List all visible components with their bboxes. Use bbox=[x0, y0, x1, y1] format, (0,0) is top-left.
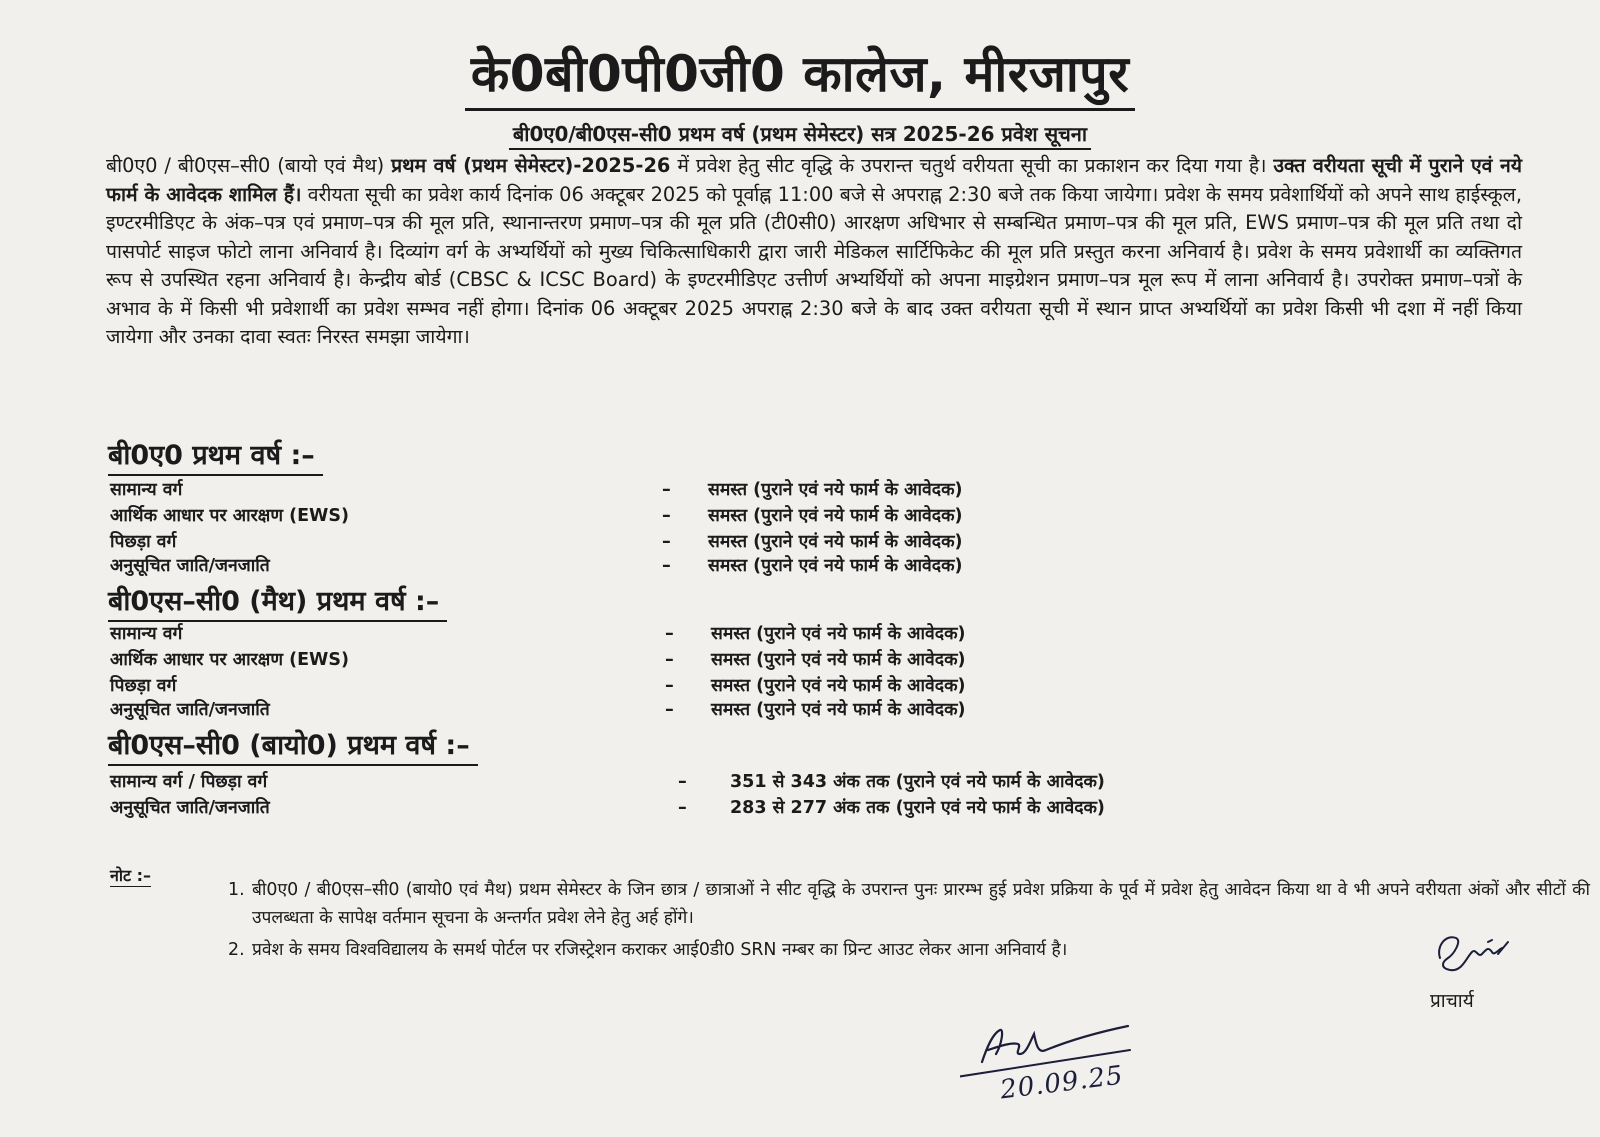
table-row bbox=[110, 530, 1310, 554]
row-dash: – bbox=[662, 556, 671, 576]
table-row bbox=[110, 698, 1310, 722]
row-category: अनुसूचित जाति/जनजाति bbox=[110, 700, 270, 720]
table-row bbox=[110, 622, 1310, 646]
note-label: नोट :– bbox=[110, 866, 152, 885]
note-text: बी0ए0 / बी0एस–सी0 (बायो0 एवं मैथ) प्रथम सेमेस्टर के जिन छात्र / छात्राओं ने सीट वृद्धि के उपरान्त पुनः प्रारम्भ हुई प्रवेश प्रक्रिया के पूर्व में प्रवेश हेतु आवेदन किया था वे भी अपने वरीयता अंकों और सीटों की उपलब्धता के सापेक्ष वर्तमान सूचना के अन्तर्गत प्रवेश लेने हेतु अर्ह होंगे। bbox=[252, 880, 1590, 928]
row-category: आर्थिक आधार पर आरक्षण (EWS) bbox=[110, 506, 349, 526]
intro-paragraph: बी0ए0 / बी0एस–सी0 (बायो एवं मैथ) प्रथम वर्ष (प्रथम सेमेस्टर)-2025-26 में प्रवेश हेतु सीट वृद्धि के उपरान्त चतुर्थ वरीयता सूची का प्रकाशन कर दिया गया है। उक्त वरीयता सूची में पुराने एवं नये फार्म के आवेदक शामिल हैं। वरीयता सूची का प्रवेश कार्य दिनांक 06 अक्टूबर 2025 को पूर्वाह्न 11:00 बजे से अपराह्न 2:30 बजे तक किया जायेगा। प्रवेश के समय प्रवेशार्थियों को अपने साथ हाईस्कूल, इण्टरमीडिएट के अंक–पत्र एवं प्रमाण–पत्र की मूल प्रति, स्थानान्तरण प्रमाण–पत्र की मूल प्रति (टी0सी0) आरक्षण अधिभार से सम्बन्धित प्रमाण–पत्र की मूल प्रति, EWS प्रमाण–पत्र की मूल प्रति तथा दो पासपोर्ट साइज फोटो लाना अनिवार्य है। दिव्यांग वर्ग के अभ्यर्थियों को मुख्य चिकित्साधिकारी द्वारा जारी मेडिकल सार्टिफिकेट की मूल प्रति प्रस्तुत करना अनिवार्य है। प्रवेश के समय प्रवेशार्थी का व्यक्तिगत रूप से उपस्थित रहना अनिवार्य है। केन्द्रीय बोर्ड (CBSC & ICSC Board) के इण्टरमीडिएट उत्तीर्ण अभ्यर्थियों को अपना माइग्रेशन प्रमाण–पत्र मूल रूप में लाना अनिवार्य है। उपरोक्त प्रमाण–पत्रों के अभाव के में किसी भी प्रवेशार्थी का प्रवेश सम्भव नहीं होगा। दिनांक 06 अक्टूबर 2025 अपराह्न 2:30 बजे के बाद उक्त वरीयता सूची में स्थान प्राप्त अभ्यर्थियों का प्रवेश किसी भी दशा में नहीं किया जायेगा और उनका दावा स्वतः निरस्त समझा जायेगा। bbox=[106, 154, 1522, 348]
row-dash: – bbox=[665, 650, 674, 670]
note-number: 2. bbox=[228, 940, 245, 960]
row-value: समस्त (पुराने एवं नये फार्म के आवेदक) bbox=[708, 480, 963, 500]
row-category: सामान्य वर्ग bbox=[110, 624, 183, 644]
table-row bbox=[110, 770, 1310, 794]
table-row bbox=[110, 674, 1310, 698]
row-value: समस्त (पुराने एवं नये फार्म के आवेदक) bbox=[708, 506, 963, 526]
row-value: समस्त (पुराने एवं नये फार्म के आवेदक) bbox=[708, 556, 963, 576]
section-heading-ba: बी0ए0 प्रथम वर्ष :– bbox=[108, 438, 323, 476]
row-dash: – bbox=[678, 772, 687, 792]
table-row bbox=[110, 554, 1310, 578]
row-value: समस्त (पुराने एवं नये फार्म के आवेदक) bbox=[711, 676, 966, 696]
row-value: समस्त (पुराने एवं नये फार्म के आवेदक) bbox=[711, 624, 966, 644]
row-value: समस्त (पुराने एवं नये फार्म के आवेदक) bbox=[711, 700, 966, 720]
row-dash: – bbox=[665, 700, 674, 720]
row-category: सामान्य वर्ग bbox=[110, 480, 183, 500]
section-heading-bsc-bio: बी0एस–सी0 (बायो0) प्रथम वर्ष :– bbox=[108, 728, 478, 766]
note-number: 1. bbox=[228, 880, 245, 900]
principal-label: प्राचार्य bbox=[1430, 990, 1474, 1012]
handwritten-date: 20.09.25 bbox=[998, 1060, 1126, 1106]
row-dash: – bbox=[662, 532, 671, 552]
note-item bbox=[228, 936, 1428, 964]
row-dash: – bbox=[662, 506, 671, 526]
row-value: समस्त (पुराने एवं नये फार्म के आवेदक) bbox=[708, 532, 963, 552]
row-category: पिछड़ा वर्ग bbox=[110, 676, 177, 696]
row-category: अनुसूचित जाति/जनजाति bbox=[110, 798, 270, 818]
row-category: पिछड़ा वर्ग bbox=[110, 532, 177, 552]
row-value: 283 से 277 अंक तक (पुराने एवं नये फार्म के आवेदक) bbox=[730, 798, 1105, 818]
row-value: समस्त (पुराने एवं नये फार्म के आवेदक) bbox=[711, 650, 966, 670]
note-item bbox=[228, 876, 1590, 932]
row-dash: – bbox=[665, 624, 674, 644]
row-category: आर्थिक आधार पर आरक्षण (EWS) bbox=[110, 650, 349, 670]
row-dash: – bbox=[665, 676, 674, 696]
college-title: के0बी0पी0जी0 कालेज, मीरजापुर bbox=[0, 42, 1600, 111]
row-category: सामान्य वर्ग / पिछड़ा वर्ग bbox=[110, 772, 268, 792]
row-dash: – bbox=[678, 798, 687, 818]
row-value: 351 से 343 अंक तक (पुराने एवं नये फार्म के आवेदक) bbox=[730, 772, 1105, 792]
note-text: प्रवेश के समय विश्वविद्यालय के समर्थ पोर्टल पर रजिस्ट्रेशन कराकर आई0डी0 SRN नम्बर का प्रिन्ट आउट लेकर आना अनिवार्य है। bbox=[252, 940, 1068, 960]
table-row bbox=[110, 478, 1310, 502]
row-category: अनुसूचित जाति/जनजाति bbox=[110, 556, 270, 576]
table-row bbox=[110, 648, 1310, 672]
table-row bbox=[110, 504, 1310, 528]
table-row bbox=[110, 796, 1310, 820]
row-dash: – bbox=[662, 480, 671, 500]
principal-signature-icon bbox=[1432, 928, 1512, 978]
section-heading-bsc-math: बी0एस–सी0 (मैथ) प्रथम वर्ष :– bbox=[108, 584, 447, 622]
notice-subtitle: बी0ए0/बी0एस-सी0 प्रथम वर्ष (प्रथम सेमेस्टर) सत्र 2025-26 प्रवेश सूचना bbox=[0, 120, 1600, 150]
